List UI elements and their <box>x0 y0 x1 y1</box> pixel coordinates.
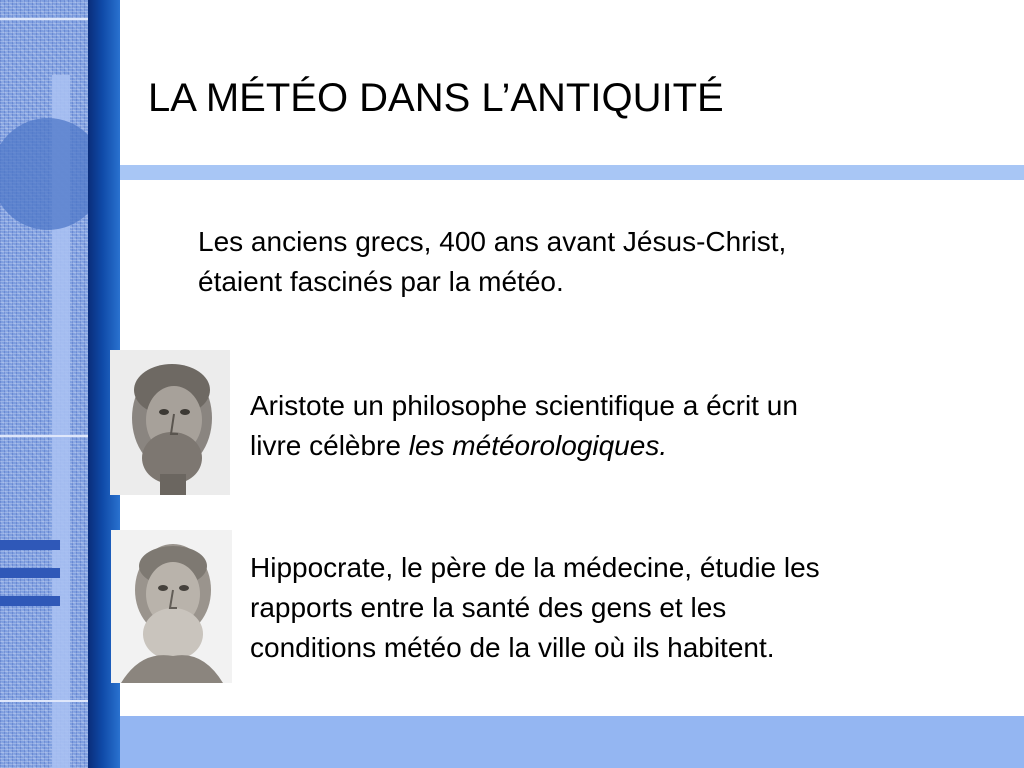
aristotle-bust-image <box>110 350 230 495</box>
bust-portrait-icon <box>110 350 230 495</box>
slide-title: LA MÉTÉO DANS L’ANTIQUITÉ <box>148 76 724 120</box>
intro-paragraph <box>198 222 958 302</box>
band-bar <box>0 568 60 578</box>
aristotle-line <box>250 426 990 466</box>
band-circle-decoration <box>0 118 88 230</box>
aristotle-paragraph <box>250 386 990 466</box>
hippocrates-paragraph <box>250 548 990 668</box>
aristotle-line-text: livre célèbre <box>250 430 409 461</box>
band-bar <box>0 540 60 550</box>
hippocrates-line: Hippocrate, le père de la médecine, étudie les <box>250 552 820 583</box>
aristotle-line: Aristote un philosophe scientifique a écrit un <box>250 390 798 421</box>
title-underline-bar <box>120 165 1024 180</box>
band-line <box>0 18 88 20</box>
intro-line: étaient fascinés par la météo. <box>198 266 564 297</box>
band-line <box>0 700 88 702</box>
band-bar <box>0 596 60 606</box>
footer-bar <box>120 716 1024 768</box>
band-line <box>0 435 88 437</box>
hippocrates-bust-image <box>111 530 232 683</box>
hippocrates-line: rapports entre la santé des gens et les <box>250 592 727 623</box>
book-title: les météorologiques. <box>408 430 668 461</box>
hippocrates-line: conditions météo de la ville où ils habitent. <box>250 632 775 663</box>
left-decorative-band <box>0 0 88 768</box>
bust-portrait-icon <box>111 530 232 683</box>
intro-line: Les anciens grecs, 400 ans avant Jésus-Christ, <box>198 226 787 257</box>
